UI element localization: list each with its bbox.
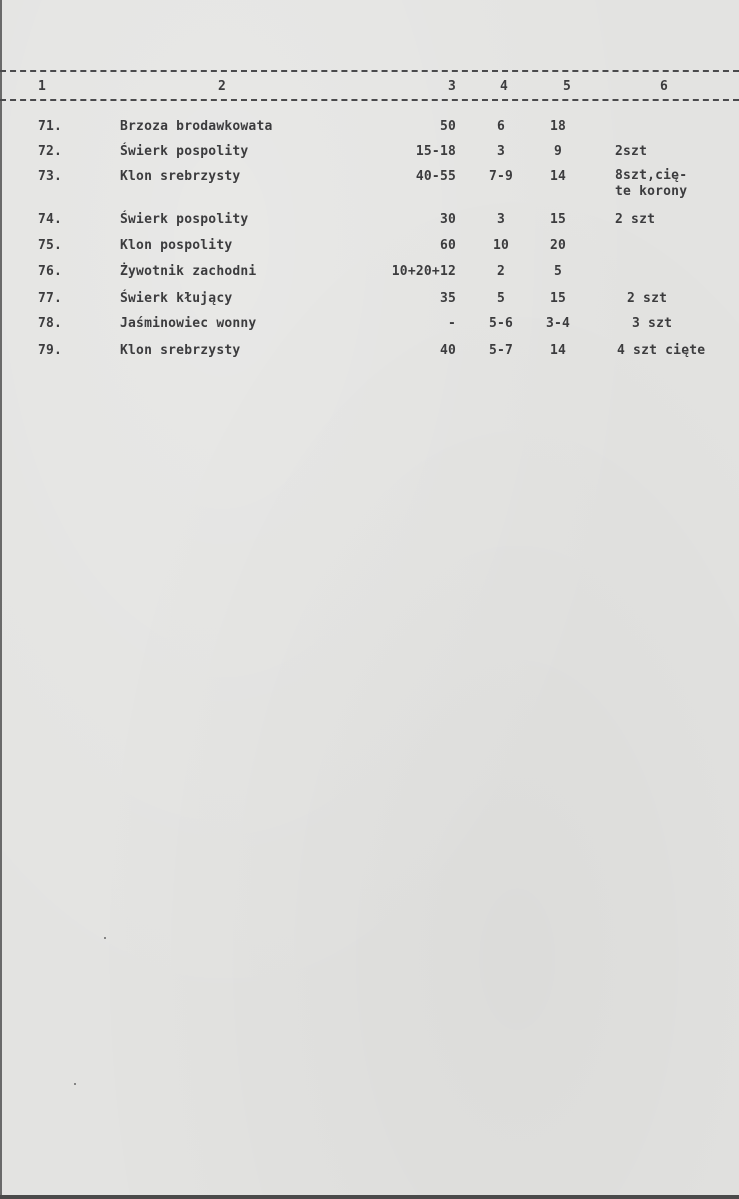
row-number: 79. bbox=[38, 343, 63, 358]
column-4-value: 2 bbox=[496, 264, 506, 279]
column-4-value: 5-7 bbox=[488, 343, 514, 358]
column-4-value: 10 bbox=[492, 238, 510, 253]
table-row bbox=[0, 315, 739, 335]
column-5-value: 18 bbox=[549, 119, 567, 134]
species-name: Jaśminowiec wonny bbox=[120, 316, 257, 331]
column-header-6: 6 bbox=[660, 79, 668, 94]
column-4-value: 7-9 bbox=[488, 169, 514, 184]
table-row bbox=[0, 168, 739, 208]
column-6-note: 2szt bbox=[615, 144, 648, 159]
table-row bbox=[0, 211, 739, 231]
table-row bbox=[0, 237, 739, 257]
column-5-value: 15 bbox=[549, 212, 567, 227]
column-5-value: 3-4 bbox=[545, 316, 571, 331]
species-name: Świerk pospolity bbox=[120, 144, 249, 159]
column-6-note: 4 szt cięte bbox=[617, 343, 706, 358]
column-6-note: 3 szt bbox=[632, 316, 673, 331]
column-3-value: 15-18 bbox=[415, 144, 456, 159]
column-3-value: 30 bbox=[439, 212, 456, 227]
column-header-4: 4 bbox=[500, 79, 508, 94]
column-5-value: 15 bbox=[549, 291, 567, 306]
species-name: Klon srebrzysty bbox=[120, 343, 241, 358]
column-4-value: 3 bbox=[496, 144, 506, 159]
species-name: Klon pospolity bbox=[120, 238, 233, 253]
column-5-value: 14 bbox=[549, 169, 567, 184]
column-3-value: 40-55 bbox=[415, 169, 456, 184]
row-number: 71. bbox=[38, 119, 63, 134]
table-row bbox=[0, 342, 739, 362]
page-bottom-edge bbox=[0, 1195, 739, 1199]
row-number: 74. bbox=[38, 212, 63, 227]
column-4-value: 5-6 bbox=[488, 316, 514, 331]
column-3-value: 35 bbox=[439, 291, 456, 306]
table-row bbox=[0, 143, 739, 163]
column-5-value: 5 bbox=[553, 264, 563, 279]
column-6-note: 2 szt bbox=[615, 212, 656, 227]
table-row bbox=[0, 118, 739, 138]
species-name: Świerk pospolity bbox=[120, 212, 249, 227]
column-4-value: 6 bbox=[496, 119, 506, 134]
column-header-5: 5 bbox=[563, 79, 571, 94]
table-top-rule bbox=[0, 70, 739, 72]
column-4-value: 5 bbox=[496, 291, 506, 306]
column-3-value: 50 bbox=[439, 119, 456, 134]
species-name: Klon srebrzysty bbox=[120, 169, 241, 184]
column-3-value: 10+20+12 bbox=[391, 264, 456, 279]
row-number: 75. bbox=[38, 238, 63, 253]
table-row bbox=[0, 263, 739, 283]
column-5-value: 20 bbox=[549, 238, 567, 253]
column-header-1: 1 bbox=[38, 79, 46, 94]
row-number: 76. bbox=[38, 264, 63, 279]
species-name: Świerk kłujący bbox=[120, 291, 233, 306]
row-number: 72. bbox=[38, 144, 63, 159]
column-6-note: 8szt,cię- te korony bbox=[615, 168, 688, 199]
column-5-value: 14 bbox=[549, 343, 567, 358]
species-name: Żywotnik zachodni bbox=[120, 264, 257, 279]
column-3-value: 60 bbox=[439, 238, 456, 253]
paper-speck bbox=[104, 937, 106, 939]
column-3-value: 40 bbox=[439, 343, 456, 358]
table-header-rule bbox=[0, 99, 739, 101]
column-4-value: 3 bbox=[496, 212, 506, 227]
species-name: Brzoza brodawkowata bbox=[120, 119, 273, 134]
column-header-3: 3 bbox=[448, 79, 456, 94]
paper-speck bbox=[74, 1083, 76, 1085]
row-number: 78. bbox=[38, 316, 63, 331]
row-number: 73. bbox=[38, 169, 63, 184]
column-5-value: 9 bbox=[553, 144, 563, 159]
row-number: 77. bbox=[38, 291, 63, 306]
table-row bbox=[0, 290, 739, 310]
column-3-value: - bbox=[447, 316, 456, 331]
column-6-note: 2 szt bbox=[627, 291, 668, 306]
column-header-2: 2 bbox=[218, 79, 226, 94]
